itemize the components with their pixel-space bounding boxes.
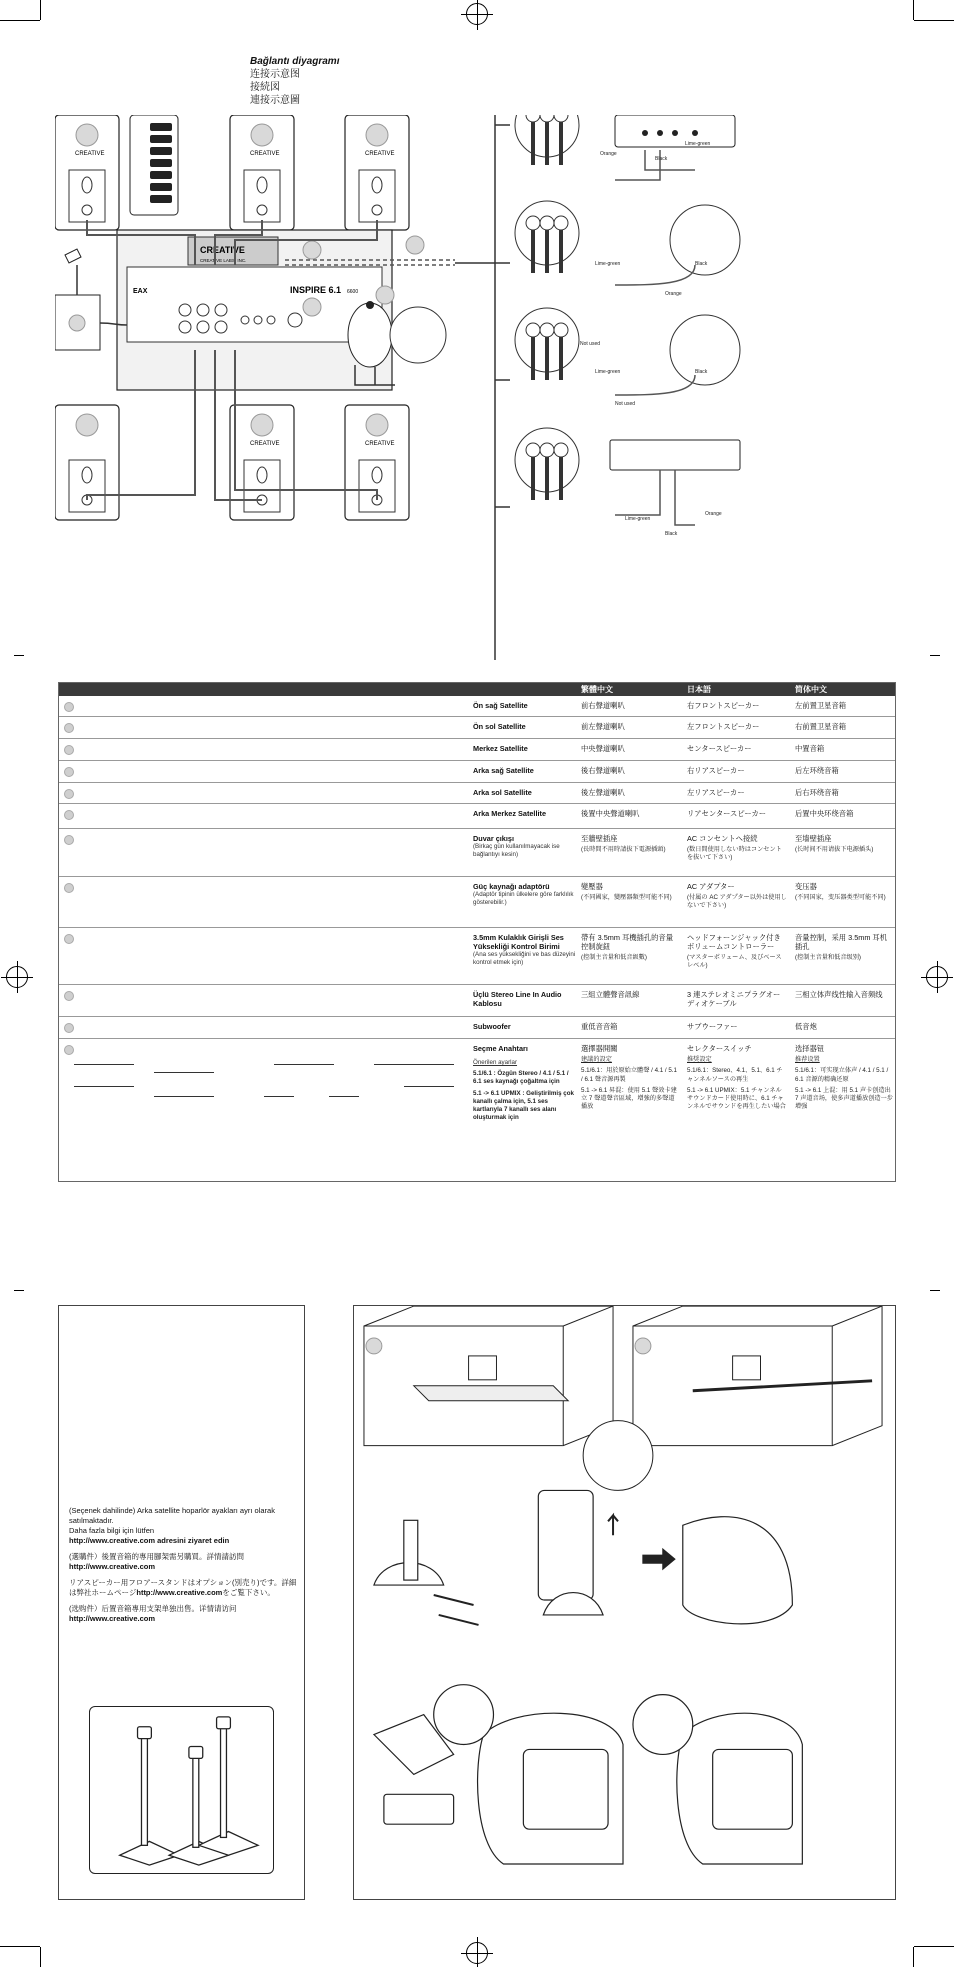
cell-zht: 至牆壁插座 bbox=[581, 834, 618, 843]
speaker-brand: CREATIVE bbox=[250, 151, 280, 157]
cell-tr: Subwoofer bbox=[473, 1022, 511, 1031]
fold-mark bbox=[14, 1290, 24, 1291]
assembly-illustrations bbox=[353, 1305, 896, 1900]
table-row bbox=[59, 761, 895, 783]
wire-label-black: Black bbox=[665, 531, 678, 537]
cell-ja: 3 連ステレオミニプラグオーディオケーブル bbox=[687, 990, 781, 1008]
cell-zhs: 中置音箱 bbox=[795, 744, 825, 753]
row-marker bbox=[64, 883, 74, 893]
cell-zhs: 至墙壁插座 bbox=[795, 834, 832, 843]
cell-tr: Arka Merkez Satellite bbox=[473, 809, 547, 818]
switch-note-tr-2: 5.1 -> 6.1 UPMIX : Geliştirilmiş çok kanallı çalma için, 5.1 ses kartlarıyla 7 kanallı ses alanı oluşturmak için bbox=[473, 1089, 574, 1122]
recommended-settings-zhs: 推荐设置 bbox=[795, 1056, 820, 1063]
stand-link-zhs: http://www.creative.com bbox=[69, 1614, 155, 1623]
cell-tr: Güç kaynağı adaptörü bbox=[473, 882, 550, 891]
recommended-settings-zht: 建議的設定 bbox=[581, 1056, 612, 1063]
recommended-settings-ja: 推奨設定 bbox=[687, 1056, 712, 1063]
cell-zht: 重低音音箱 bbox=[581, 1022, 618, 1031]
model-number: 6600 bbox=[347, 289, 359, 295]
cell-zhs-note: (长时间不用请拔下电源插头) bbox=[795, 846, 874, 853]
switch-note-zhs-1: 5.1/6.1：可实现立体声 / 4.1 / 5.1 / 6.1 音源的精确还原 bbox=[795, 1067, 889, 1083]
diagram-title-tr: Bağlantı diyagramı bbox=[250, 56, 340, 67]
diagram-title-ja: 接続図 bbox=[250, 82, 280, 93]
crop-mark bbox=[913, 1947, 914, 1967]
row-marker bbox=[64, 835, 74, 845]
cell-ja: セレクタースイッチ bbox=[687, 1044, 752, 1053]
cell-tr: Arka sağ Satellite bbox=[473, 766, 534, 775]
stand-note-zhs: (选购件）后置音箱專用支架单独出售。详情请访问 bbox=[69, 1604, 237, 1613]
row-marker bbox=[64, 934, 74, 944]
stand-link-ja: http://www.creative.com bbox=[136, 1588, 223, 1597]
cell-ja-note: (数日間使用しない時はコンセントを抜いて下さい) bbox=[687, 846, 782, 862]
cell-zht: 帶有 3.5mm 耳機插孔的音量控制旋鈕 bbox=[581, 933, 674, 951]
component-table bbox=[58, 682, 896, 1182]
fold-mark bbox=[930, 655, 940, 656]
wire-label-orange: Orange bbox=[665, 291, 682, 297]
cell-zht: 後置中央聲道喇叭 bbox=[581, 809, 640, 818]
cell-zhs: 后右环绕音箱 bbox=[795, 788, 839, 797]
fold-mark bbox=[930, 1290, 940, 1291]
cell-tr: Merkez Satellite bbox=[473, 744, 528, 753]
wire-label-black: Black bbox=[695, 369, 708, 375]
cell-zht-note: (不同國家，變壓器類型可能不同) bbox=[581, 894, 672, 901]
cell-zhs-note: (不同国家，变压器类型可能不同) bbox=[795, 894, 886, 901]
cell-zhs: 左前置卫星音箱 bbox=[795, 701, 847, 710]
cell-zht: 後右聲道喇叭 bbox=[581, 766, 625, 775]
row-marker bbox=[64, 702, 74, 712]
cell-ja: AC コンセントへ接続 bbox=[687, 834, 758, 843]
registration-mark bbox=[926, 966, 948, 988]
switch-note-tr-1: 5.1/6.1 : Özgün Stereo / 4.1 / 5.1 / 6.1 ses kaynağı çoğaltma için bbox=[473, 1070, 569, 1086]
cell-zht: 選擇器開關 bbox=[581, 1044, 618, 1053]
center-speaker-drawing bbox=[230, 115, 294, 230]
cell-zhs-note: (控制主音量和低音级别) bbox=[795, 954, 861, 961]
cell-tr: 3.5mm Kulaklık Girişli Ses Yüksekliği Kontrol Birimi bbox=[473, 933, 564, 951]
switch-note-ja-2: 5.1 -> 6.1 UPMIX：5.1 チャンネルサウンドカード使用時に、6.1 チャンネルでサウンドを再生したい場合 bbox=[687, 1086, 786, 1111]
cell-ja: 左フロントスピーカー bbox=[687, 722, 760, 731]
stand-link-zht: http://www.creative.com bbox=[69, 1562, 155, 1571]
row-marker bbox=[64, 723, 74, 733]
cell-zht: 前左聲道喇叭 bbox=[581, 722, 625, 731]
stand-note-zht: (選購件）後置音箱的專用腳架需另購買。詳情請訪問 bbox=[69, 1552, 244, 1561]
diagram-title-zht: 連接示意圖 bbox=[250, 95, 300, 106]
cell-tr: Ön sol Satellite bbox=[473, 722, 526, 731]
eax-logo: EAX bbox=[133, 288, 148, 295]
front-left-speaker-drawing bbox=[345, 115, 409, 230]
stand-note-ja-tail: をご覧下さい。 bbox=[222, 1588, 275, 1597]
stand-note-ja: リアスピーカー用フロアースタンドはオプション(別売り)です。詳細は弊社ホームページ bbox=[69, 1578, 297, 1597]
wire-label-lime: Lime-green bbox=[595, 261, 621, 267]
row-marker bbox=[64, 1023, 74, 1033]
table-row bbox=[59, 739, 895, 761]
wire-label-black: Black bbox=[695, 261, 708, 267]
table-row bbox=[59, 696, 895, 717]
sub-labs: CREATIVE LABS, INC. bbox=[200, 258, 247, 263]
header-zhs: 简体中文 bbox=[795, 685, 827, 694]
table-row bbox=[59, 717, 895, 739]
cell-ja: リアセンタースピーカー bbox=[687, 809, 767, 818]
rear-left-speaker-drawing bbox=[345, 405, 409, 520]
speaker-brand: CREATIVE bbox=[250, 441, 280, 447]
switch-note-zht-1: 5.1/6.1：用於原始立體聲 / 4.1 / 5.1 / 6.1 聲音源再製 bbox=[581, 1067, 677, 1083]
speaker-brand: CREATIVE bbox=[365, 151, 395, 157]
table-row bbox=[59, 985, 895, 1017]
wire-label-lime: Lime-green bbox=[625, 516, 651, 522]
cell-zhs: 后左环绕音箱 bbox=[795, 766, 839, 775]
registration-mark bbox=[466, 3, 488, 25]
cell-zht: 前右聲道喇叭 bbox=[581, 701, 625, 710]
table-row bbox=[59, 877, 895, 928]
cell-zhs: 音量控制，采用 3.5mm 耳机插孔 bbox=[795, 933, 888, 951]
cell-zhs: 变压器 bbox=[795, 882, 817, 891]
recommended-settings-tr: Önerilen ayarlar bbox=[473, 1059, 518, 1066]
sub-brand: CREATIVE bbox=[200, 245, 245, 255]
wire-label-orange: Orange bbox=[600, 151, 617, 157]
cell-tr: Arka sol Satellite bbox=[473, 788, 532, 797]
crop-mark bbox=[0, 1946, 40, 1947]
cell-tr-note: (Adaptör tipinin ülkelere göre farklılık gösterebilir.) bbox=[473, 891, 574, 906]
row-marker bbox=[64, 789, 74, 799]
wire-label-orange: Orange bbox=[705, 511, 722, 517]
stand-info-panel bbox=[58, 1305, 305, 1900]
table-row bbox=[59, 829, 895, 877]
cell-ja: ヘッドフォーンジャック付きボリュームコントローラー bbox=[687, 933, 781, 951]
cell-ja: 右リアスピーカー bbox=[687, 766, 745, 775]
cell-ja: AC アダプター bbox=[687, 882, 735, 891]
cell-tr: Üçlü Stereo Line In Audio Kablosu bbox=[473, 990, 562, 1008]
product-name: INSPIRE 6.1 bbox=[290, 285, 342, 295]
row-marker bbox=[64, 767, 74, 777]
cell-tr-note: (Ana ses yüksekliğini ve bas düzeyini kontrol etmek için) bbox=[473, 951, 576, 966]
cell-zht: 後左聲道喇叭 bbox=[581, 788, 625, 797]
wire-label-notused: Not used bbox=[615, 401, 636, 407]
header-zht: 繁體中文 bbox=[581, 685, 613, 694]
cell-zhs: 三相立体声线性输入音频线 bbox=[795, 990, 883, 999]
cell-zht: 變壓器 bbox=[581, 882, 603, 891]
table-row bbox=[59, 1017, 895, 1039]
cell-tr: Seçme Anahtarı bbox=[473, 1044, 528, 1053]
cell-ja: センタースピーカー bbox=[687, 744, 752, 753]
row-marker bbox=[64, 1045, 74, 1055]
cell-tr: Ön sağ Satellite bbox=[473, 701, 528, 710]
wire-label-black: Black bbox=[655, 156, 668, 162]
stand-note-tr-2: Daha fazla bilgi için lütfen bbox=[69, 1526, 155, 1535]
connection-diagram bbox=[55, 115, 895, 660]
table-header bbox=[59, 683, 895, 696]
rear-center-speaker-drawing bbox=[230, 405, 294, 520]
registration-mark bbox=[6, 966, 28, 988]
cell-zht: 三組立體聲音訊線 bbox=[581, 990, 640, 999]
crop-mark bbox=[914, 1946, 954, 1947]
stand-note-tr: (Seçenek dahilinde) Arka satellite hoparlör ayakları ayrı olarak satılmaktadır. bbox=[69, 1506, 275, 1525]
wire-label-notused: Not used bbox=[580, 341, 601, 347]
cell-zht-note: (控制主音量和低音級數) bbox=[581, 954, 647, 961]
wire-label-lime: Lime-green bbox=[595, 369, 621, 375]
cell-zhs: 右前置卫星音箱 bbox=[795, 722, 847, 731]
header-ja: 日本語 bbox=[687, 685, 711, 694]
crop-mark bbox=[40, 1947, 41, 1967]
table-row bbox=[59, 783, 895, 804]
stand-link-tr: http://www.creative.com adresini ziyaret edin bbox=[69, 1536, 230, 1545]
table-row bbox=[59, 1039, 895, 1181]
wire-label-lime: Lime-green bbox=[685, 141, 711, 147]
front-right-speaker-drawing bbox=[55, 115, 119, 230]
cell-zhs: 低音炮 bbox=[795, 1022, 817, 1031]
registration-mark bbox=[466, 1942, 488, 1964]
row-marker bbox=[64, 991, 74, 1001]
crop-mark bbox=[913, 0, 914, 20]
switch-note-zht-2: 5.1 -> 6.1 昇混：使用 5.1 聲效卡建立 7 聲道聲音區域，增強的多聲道播放 bbox=[581, 1086, 677, 1111]
speaker-brand: CREATIVE bbox=[365, 441, 395, 447]
cell-ja-note: (マスターボリューム、及びベースレベル) bbox=[687, 954, 782, 970]
stand-info-text bbox=[69, 1506, 299, 1630]
crop-mark bbox=[914, 20, 954, 21]
fold-mark bbox=[14, 655, 24, 656]
diagram-title-block bbox=[250, 55, 339, 107]
cell-tr: Duvar çıkışı bbox=[473, 834, 514, 843]
table-row bbox=[59, 804, 895, 829]
cell-zhs: 后置中央环绕音箱 bbox=[795, 809, 854, 818]
row-marker bbox=[64, 745, 74, 755]
cell-zhs: 选择器钮 bbox=[795, 1044, 825, 1053]
crop-mark bbox=[40, 0, 41, 20]
cell-zht: 中央聲道喇叭 bbox=[581, 744, 625, 753]
speaker-brand: CREATIVE bbox=[75, 151, 105, 157]
row-marker bbox=[64, 810, 74, 820]
cell-ja: 右フロントスピーカー bbox=[687, 701, 760, 710]
cell-zht-note: (長時間不用時請拔下電源插頭) bbox=[581, 846, 666, 853]
crop-mark bbox=[0, 20, 40, 21]
cell-tr-note: (Birkaç gün kullanılmayacak ise bağlantıyı kesin) bbox=[473, 843, 560, 858]
rear-right-speaker-drawing bbox=[55, 405, 119, 520]
cell-ja-note: (付属の AC アダプター以外は使用しないで下さい) bbox=[687, 894, 787, 910]
switch-note-ja-1: 5.1/6.1：Stereo、4.1、5.1、6.1 チャンネルソースの再生 bbox=[687, 1067, 783, 1083]
floor-stand-illustration bbox=[89, 1706, 274, 1874]
cell-ja: 左リアスピーカー bbox=[687, 788, 745, 797]
diagram-title-zh: 连接示意图 bbox=[250, 69, 300, 80]
cell-ja: サブウーファー bbox=[687, 1022, 738, 1031]
table-row bbox=[59, 928, 895, 985]
switch-note-zhs-2: 5.1 -> 6.1 上混：用 5.1 声卡创造出 7 声道音场，使多声道播放创造一步增强 bbox=[795, 1086, 893, 1111]
